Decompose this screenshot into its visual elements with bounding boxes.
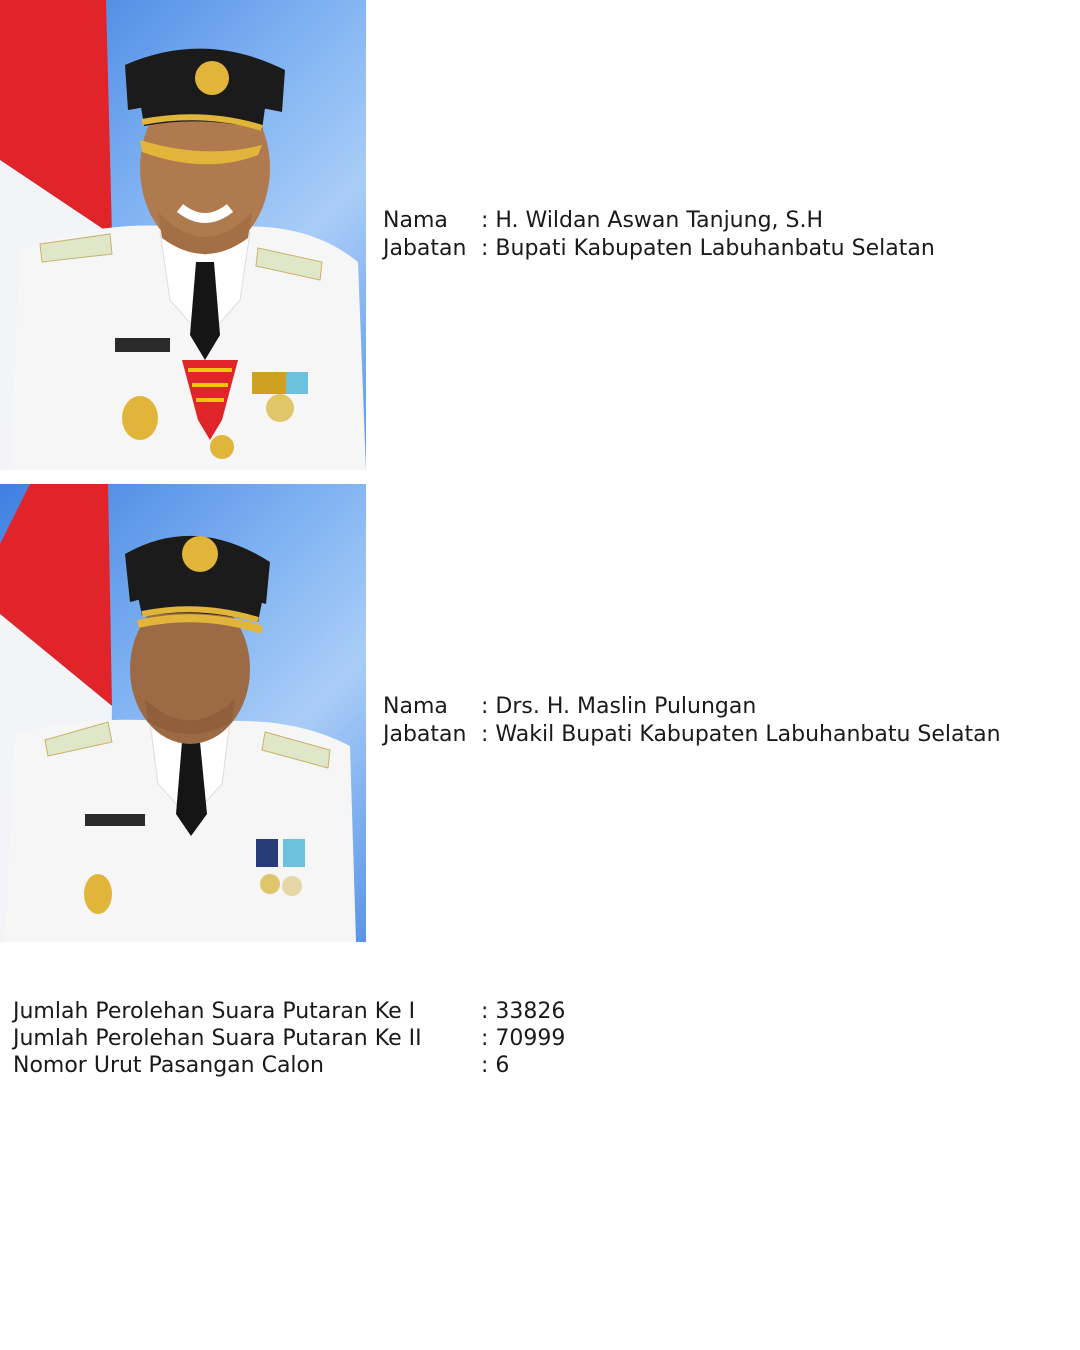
vote-label: Jumlah Perolehan Suara Putaran Ke I — [13, 999, 416, 1024]
name-label: Nama — [383, 694, 448, 719]
position-label: Jabatan — [383, 722, 467, 747]
name-row — [383, 693, 1001, 721]
vote-row-round-1 — [13, 998, 565, 1025]
name-value: : Drs. H. Maslin Pulungan — [481, 694, 757, 719]
ballot-number-label: Nomor Urut Pasangan Calon — [13, 1053, 324, 1078]
candidate-info-wakil-bupati — [383, 693, 1001, 749]
vote-value: : 33826 — [481, 999, 566, 1024]
portrait-photo-bupati — [0, 0, 366, 470]
vote-summary — [13, 998, 565, 1079]
position-row — [383, 721, 1001, 749]
name-row — [383, 207, 935, 235]
position-value: : Wakil Bupati Kabupaten Labuhanbatu Selatan — [481, 722, 1001, 747]
vote-value: : 70999 — [481, 1026, 566, 1051]
vote-label: Jumlah Perolehan Suara Putaran Ke II — [13, 1026, 422, 1051]
name-label: Nama — [383, 208, 448, 233]
ballot-number-row — [13, 1052, 565, 1079]
ballot-number-value: : 6 — [481, 1053, 510, 1078]
name-value: : H. Wildan Aswan Tanjung, S.H — [481, 208, 824, 233]
position-label: Jabatan — [383, 236, 467, 261]
position-value: : Bupati Kabupaten Labuhanbatu Selatan — [481, 236, 935, 261]
candidate-info-bupati — [383, 207, 935, 263]
vote-row-round-2 — [13, 1025, 565, 1052]
portrait-photo-wakil-bupati — [0, 484, 366, 942]
position-row — [383, 235, 935, 263]
